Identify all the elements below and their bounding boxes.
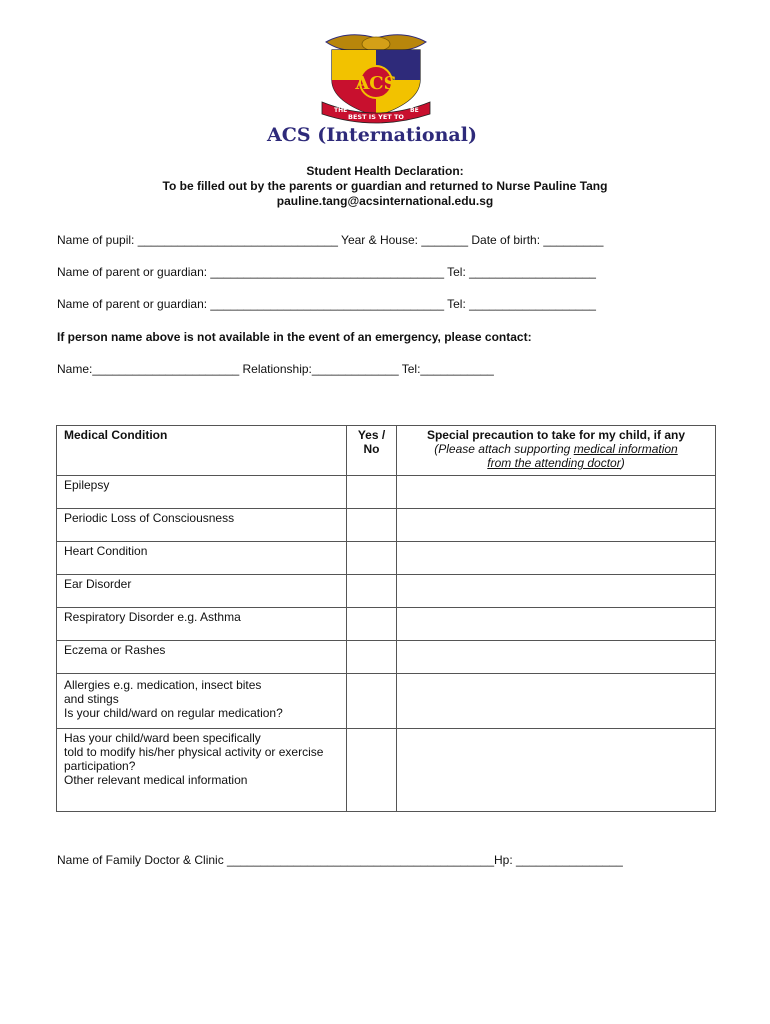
special-precaution-title: Special precaution to take for my child, if any [426, 428, 686, 442]
attachment-note-link-2: from the attending doctor [487, 456, 621, 470]
yes-no-cell[interactable] [347, 608, 397, 641]
precaution-cell[interactable] [397, 674, 716, 729]
table-row [57, 476, 716, 509]
family-doctor-field[interactable]: Name of Family Doctor & Clinic ________________________________________Hp: ________________ [57, 853, 623, 867]
precaution-cell[interactable] [397, 575, 716, 608]
precaution-cell[interactable] [397, 641, 716, 674]
crest-initials: ACS [355, 73, 397, 94]
precaution-cell[interactable] [397, 608, 716, 641]
table-row [57, 542, 716, 575]
yes-no-header-line2: No [363, 442, 380, 456]
special-precaution-header [397, 426, 716, 476]
yes-no-cell[interactable] [347, 729, 397, 812]
table-row [57, 608, 716, 641]
yes-no-cell[interactable] [347, 509, 397, 542]
table-row-activity-other [57, 729, 716, 812]
attachment-note-pre: (Please attach supporting [434, 442, 574, 456]
yes-no-cell[interactable] [347, 542, 397, 575]
school-name: ACS (International) [267, 124, 477, 146]
table-header-row [57, 426, 716, 476]
form-instructions: To be filled out by the parents or guardian and returned to Nurse Pauline Tang [162, 179, 608, 193]
eagle-body [362, 37, 390, 51]
table-row [57, 509, 716, 542]
activity-line-2: told to modify his/her physical activity or exercise [64, 745, 324, 759]
yes-no-cell[interactable] [347, 575, 397, 608]
condition-label: Periodic Loss of Consciousness [57, 509, 347, 542]
condition-label [57, 729, 347, 812]
motto-right: BE [410, 107, 419, 114]
attachment-note [404, 442, 708, 470]
allergies-line-1: Allergies e.g. medication, insect bites [64, 678, 262, 692]
condition-label: Heart Condition [57, 542, 347, 575]
school-crest-logo [318, 28, 434, 126]
activity-line-3: participation? [64, 759, 136, 773]
emergency-contact-heading: If person name above is not available in the event of an emergency, please contact: [57, 330, 532, 344]
motto-middle: BEST IS YET TO [348, 113, 404, 121]
form-title: Student Health Declaration: [306, 164, 464, 178]
yes-no-header [347, 426, 397, 476]
table-row [57, 641, 716, 674]
table-row-allergies-medication [57, 674, 716, 729]
precaution-cell[interactable] [397, 542, 716, 575]
other-medical-info: Other relevant medical information [64, 773, 248, 787]
emergency-contact-field[interactable]: Name:______________________ Relationship:_____________ Tel:___________ [57, 362, 494, 376]
yes-no-header-line1: Yes / [357, 428, 386, 442]
pupil-name-field[interactable]: Name of pupil: ______________________________ Year & House: _______ Date of birth: _________ [57, 233, 604, 247]
precaution-cell[interactable] [397, 509, 716, 542]
condition-label: Eczema or Rashes [57, 641, 347, 674]
motto-left: THE [334, 107, 348, 114]
activity-line-1: Has your child/ward been specifically [64, 731, 261, 745]
parent-guardian-field-2[interactable]: Name of parent or guardian: ___________________________________ Tel: ___________________ [57, 297, 596, 311]
condition-label: Ear Disorder [57, 575, 347, 608]
yes-no-cell[interactable] [347, 674, 397, 729]
condition-label: Epilepsy [57, 476, 347, 509]
yes-no-cell[interactable] [347, 641, 397, 674]
condition-label [57, 674, 347, 729]
allergies-line-2: and stings [64, 692, 119, 706]
nurse-email: pauline.tang@acsinternational.edu.sg [276, 194, 494, 208]
yes-no-cell[interactable] [347, 476, 397, 509]
condition-label: Respiratory Disorder e.g. Asthma [57, 608, 347, 641]
attachment-note-post: ) [620, 456, 625, 470]
regular-medication-question: Is your child/ward on regular medication? [64, 706, 283, 720]
attachment-note-link-1: medical information [573, 442, 678, 456]
medical-condition-header: Medical Condition [57, 426, 347, 476]
precaution-cell[interactable] [397, 476, 716, 509]
table-row [57, 575, 716, 608]
precaution-cell[interactable] [397, 729, 716, 812]
medical-conditions-table [56, 425, 716, 812]
parent-guardian-field-1[interactable]: Name of parent or guardian: ___________________________________ Tel: ___________________ [57, 265, 596, 279]
